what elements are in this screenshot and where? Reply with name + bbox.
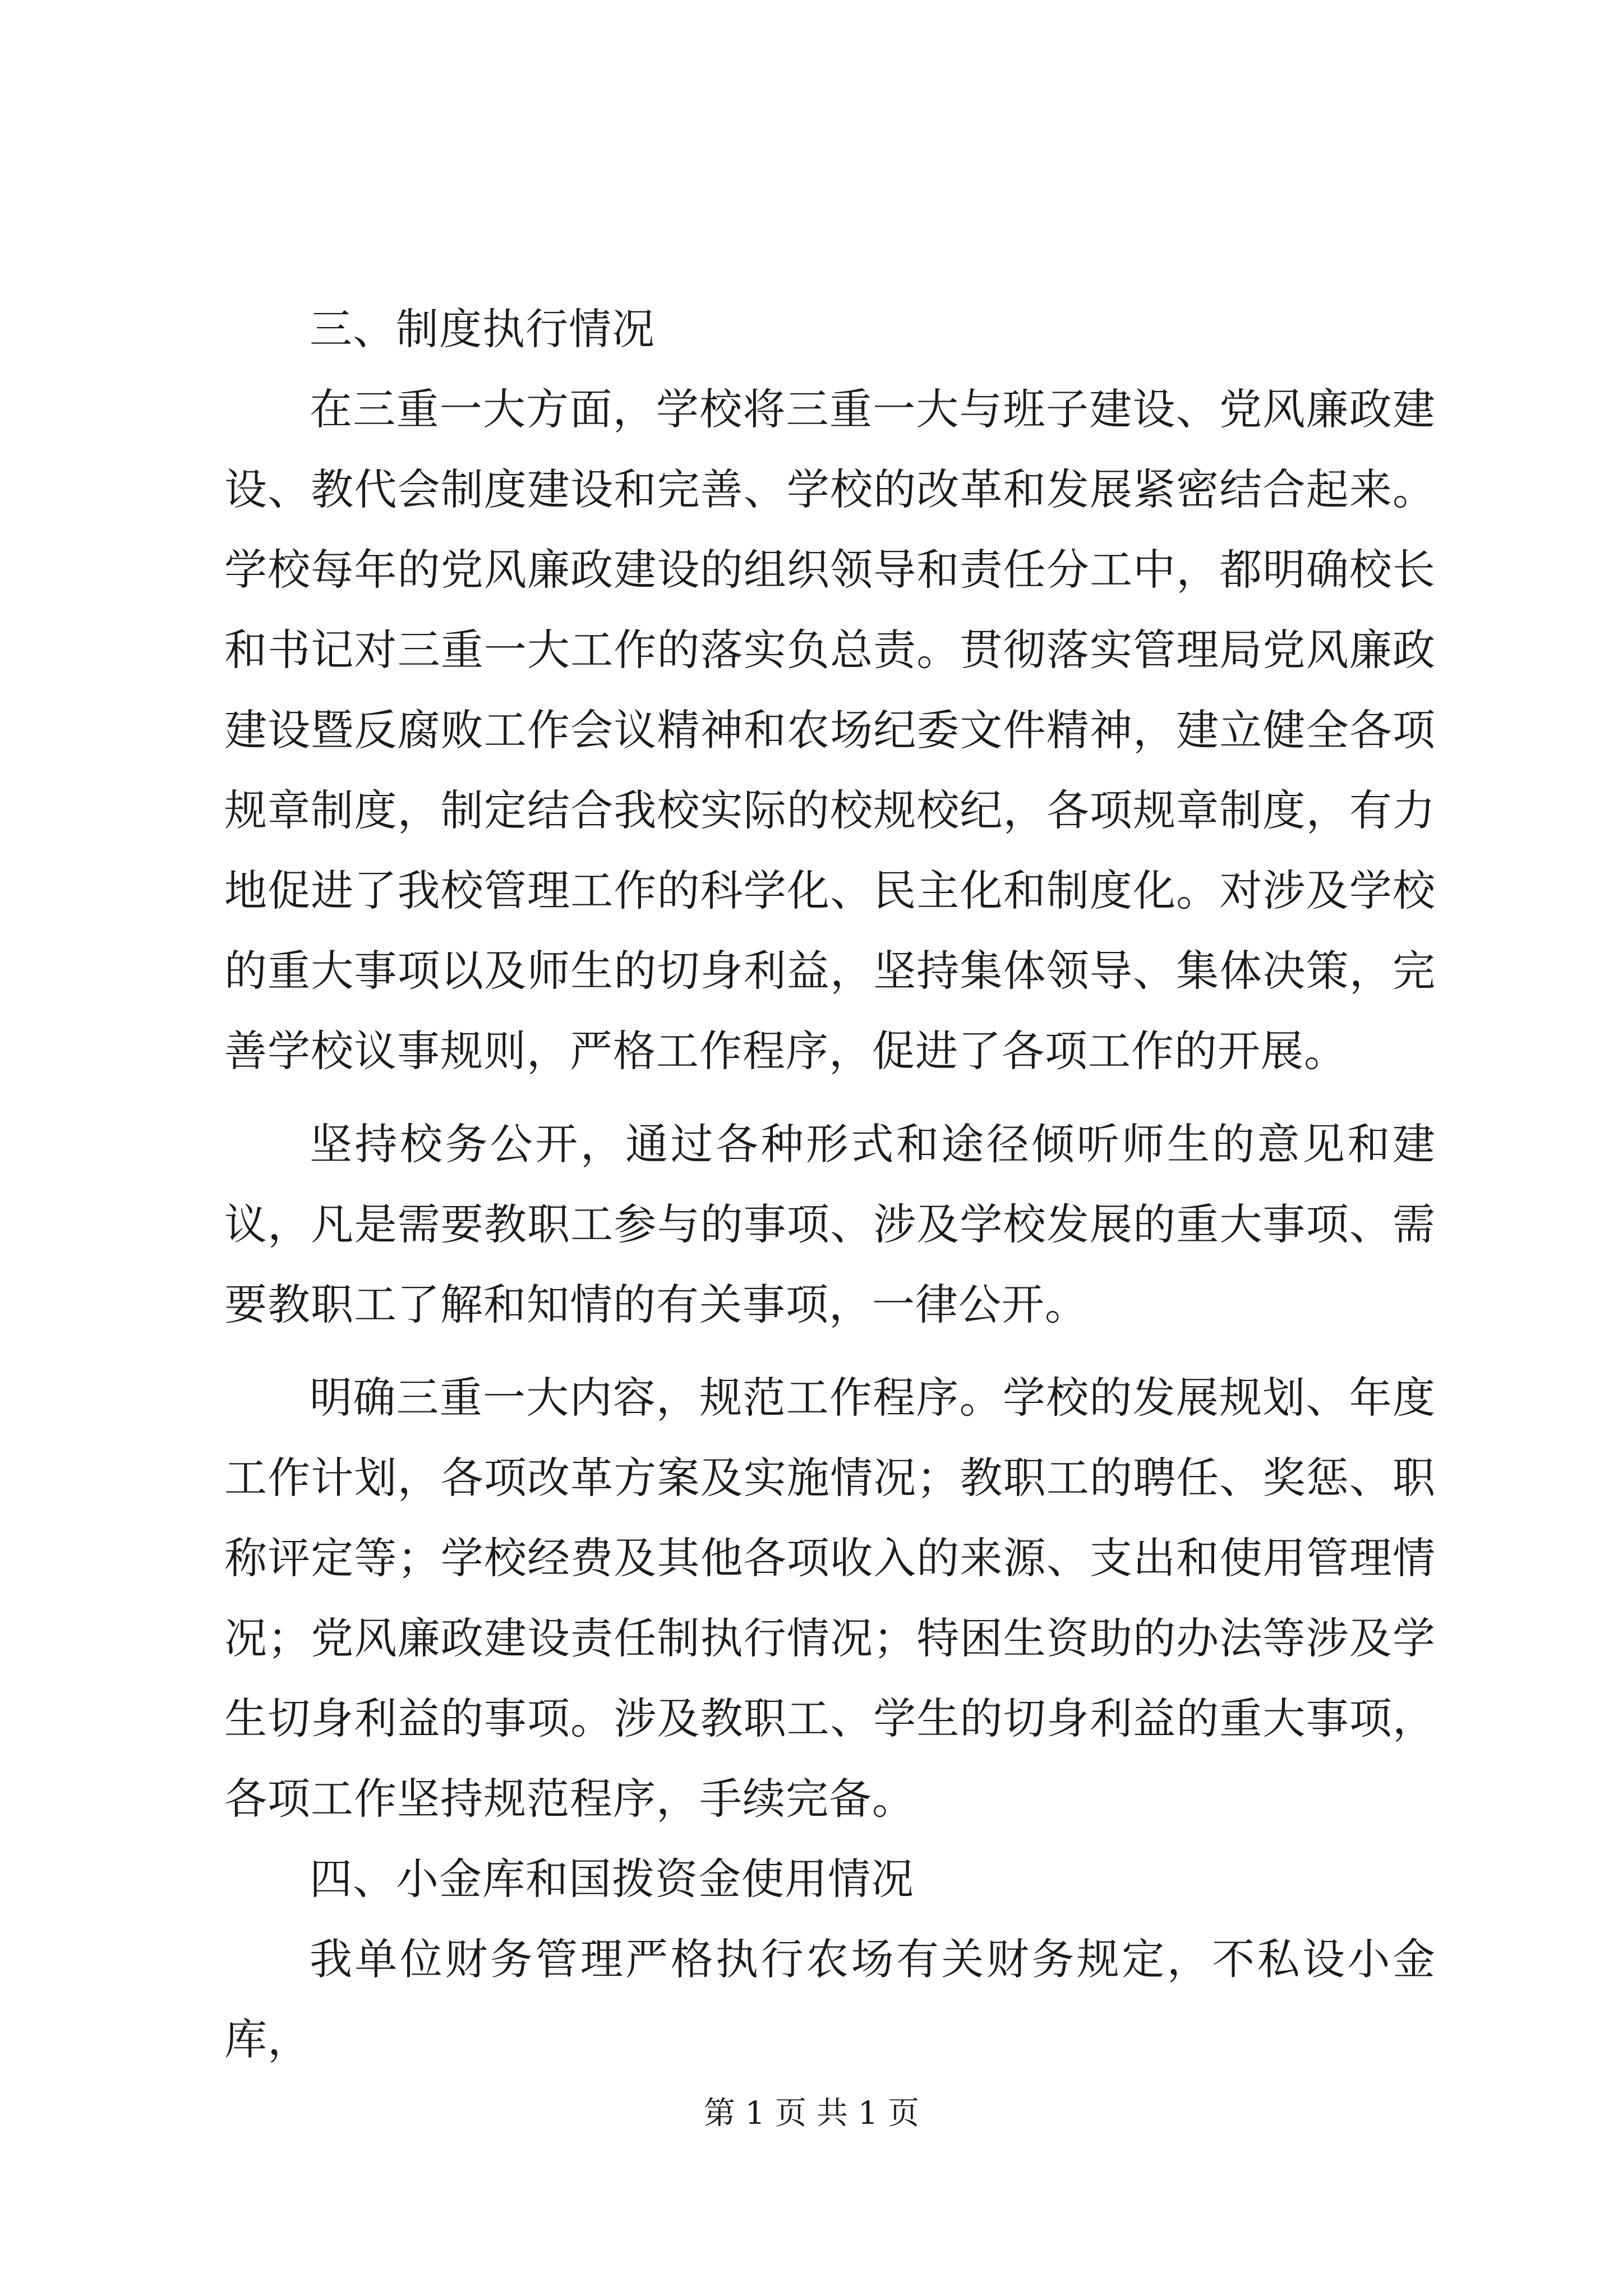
section-heading-4: 四、小金库和国拨资金使用情况 <box>310 1854 914 1904</box>
paragraph-finance-management: 我单位财务管理严格执行农场有关财务规定，不私设小金库， <box>224 1934 1436 2064</box>
section-heading-3: 三、制度执行情况 <box>310 304 655 354</box>
page-footer: 第 1 页 共 1 页 <box>703 2095 920 2132</box>
paragraph-work-procedure: 明确三重一大内容，规范工作程序。学校的发展规划、年度工作计划，各项改革方案及实施情况；教职工的聘任、奖惩、职称评定等；学校经费及其他各项收入的来源、支出和使用管理情况；党风廉政建设责任制执行情况；特困生资助的办法等涉及学生切身利益的事项。涉及教职工、学生的切身利益的重大事项，各项工作坚持规范程序，手续完备。 <box>224 1373 1436 1824</box>
document-body <box>224 289 1436 2079</box>
paragraph-school-affairs-public: 坚持校务公开，通过各种形式和途径倾听师生的意见和建议，凡是需要教职工参与的事项、涉及学校发展的重大事项、需要教职工了解和知情的有关事项，一律公开。 <box>224 1119 1436 1329</box>
paragraph-three-major-one-big: 在三重一大方面，学校将三重一大与班子建设、党风廉政建设、教代会制度建设和完善、学校的改革和发展紧密结合起来。学校每年的党风廉政建设的组织领导和责任分工中，都明确校长和书记对三重一大工作的落实负总责。贯彻落实管理局党风廉政建设暨反腐败工作会议精神和农场纪委文件精神，建立健全各项规章制度，制定结合我校实际的校规校纪，各项规章制度，有力地促进了我校管理工作的科学化、民主化和制度化。对涉及学校的重大事项以及师生的切身利益，坚持集体领导、集体决策，完善学校议事规则，严格工作程序，促进了各项工作的开展。 <box>224 384 1436 1076</box>
